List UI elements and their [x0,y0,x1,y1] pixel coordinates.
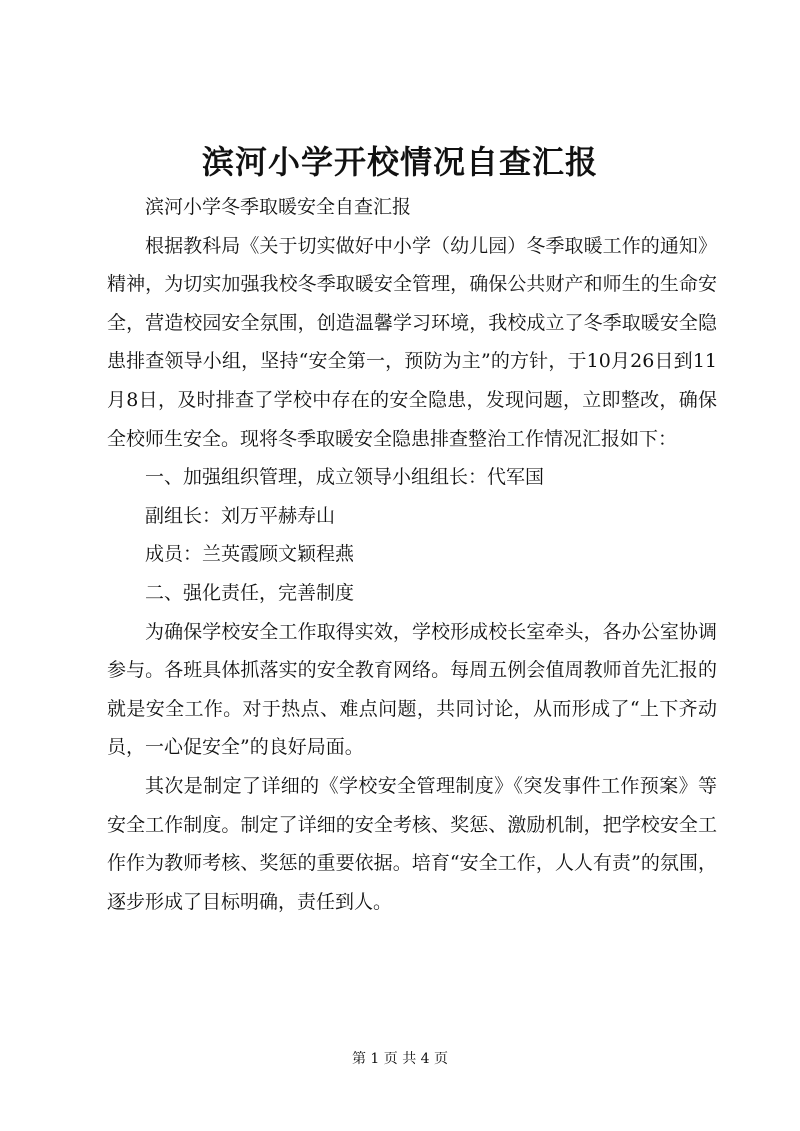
deputy-leaders-line: 副组长：刘万平赫寿山 [145,504,336,527]
document-body [107,188,717,921]
section-one-heading: 一、加强组织管理，成立领导小组组长：代军国 [145,466,545,489]
intro-paragraph: 根据教科局《关于切实做好中小学（幼儿园）冬季取暖工作的通知》精神，为切实加强我校冬季取暖安全管理，确保公共财产和师生的生命安全，营造校园安全氛围，创造温馨学习环境，我校成立了冬季取暖安全隐患排查领导小组，坚持“安全第一，预防为主”的方针，于10月26日到11月8日，及时排查了学校中存在的安全隐患，发现问题，立即整改，确保全校师生安全。现将冬季取暖安全隐患排查整治工作情况汇报如下： [107,234,717,450]
section-two-heading: 二、强化责任，完善制度 [145,581,355,604]
members-line: 成员：兰英霞顾文颖程燕 [145,543,355,566]
subtitle-paragraph: 滨河小学冬季取暖安全自查汇报 [145,196,412,218]
regulations-paragraph: 其次是制定了详细的《学校安全管理制度》《突发事件工作预案》等安全工作制度。制定了详细的安全考核、奖惩、激励机制，把学校安全工作作为教师考核、奖惩的重要依据。培育“安全工作，人人有责”的氛围，逐步形成了目标明确，责任到人。 [107,774,717,913]
document-title: 滨河小学开校情况自查汇报 [201,143,598,181]
page-footer: 第 1 页 共 4 页 [351,1051,449,1067]
responsibility-paragraph: 为确保学校安全工作取得实效，学校形成校长室牵头，各办公室协调参与。各班具体抓落实的安全教育网络。每周五例会值周教师首先汇报的就是安全工作。对于热点、难点问题，共同讨论，从而形成了“上下齐动员，一心促安全”的良好局面。 [107,620,717,759]
